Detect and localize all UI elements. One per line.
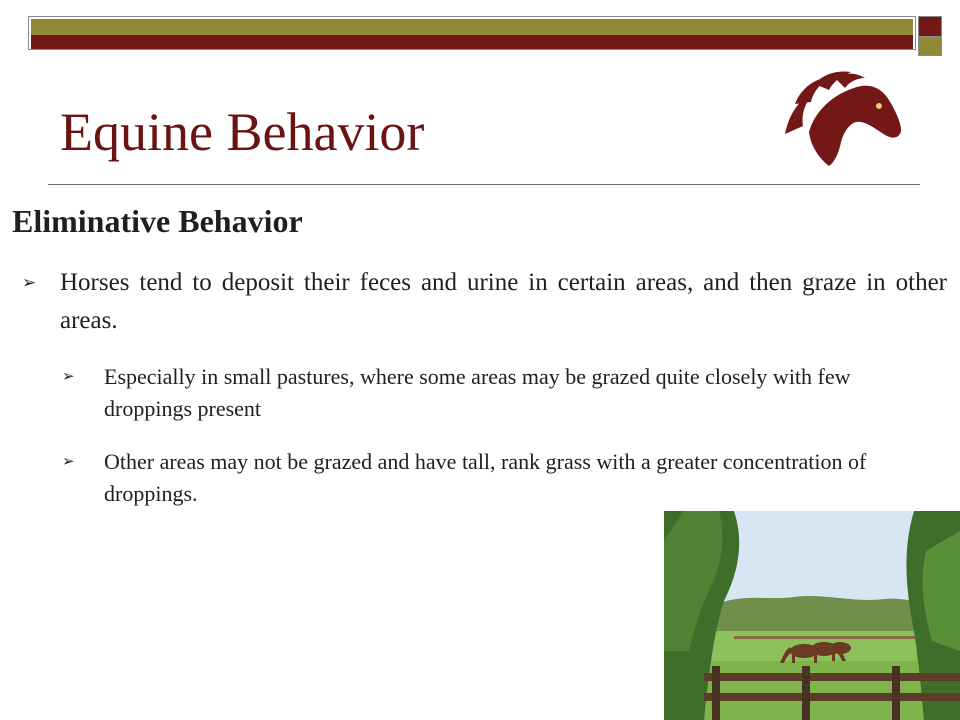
bullet-item — [22, 264, 947, 340]
top-decorative-bar — [28, 16, 916, 50]
arrow-bullet-icon: ➢ — [22, 273, 37, 292]
olive-stripe — [31, 19, 913, 35]
corner-olive-square — [918, 37, 942, 56]
arrow-bullet-icon: ➢ — [62, 369, 75, 385]
sub-bullet-item — [62, 361, 902, 425]
bullet-text: Horses tend to deposit their feces and urine in certain areas, and then graze in other areas. — [60, 269, 947, 334]
section-heading: Eliminative Behavior — [12, 203, 303, 239]
horse-head-logo-icon — [775, 64, 905, 169]
sub-bullet-text: Especially in small pastures, where some areas may be grazed quite closely with few droppings present — [104, 364, 851, 421]
horses-grazing-photo — [664, 511, 960, 720]
sub-bullet-text: Other areas may not be grazed and have tall, rank grass with a greater concentration of droppings. — [104, 449, 867, 506]
sub-bullet-item — [62, 446, 902, 510]
title-divider — [48, 184, 920, 185]
maroon-stripe — [31, 35, 913, 49]
corner-maroon-square — [918, 16, 942, 37]
arrow-bullet-icon: ➢ — [62, 454, 75, 470]
slide-title: Equine Behavior — [60, 102, 425, 162]
corner-decoration — [918, 16, 942, 56]
